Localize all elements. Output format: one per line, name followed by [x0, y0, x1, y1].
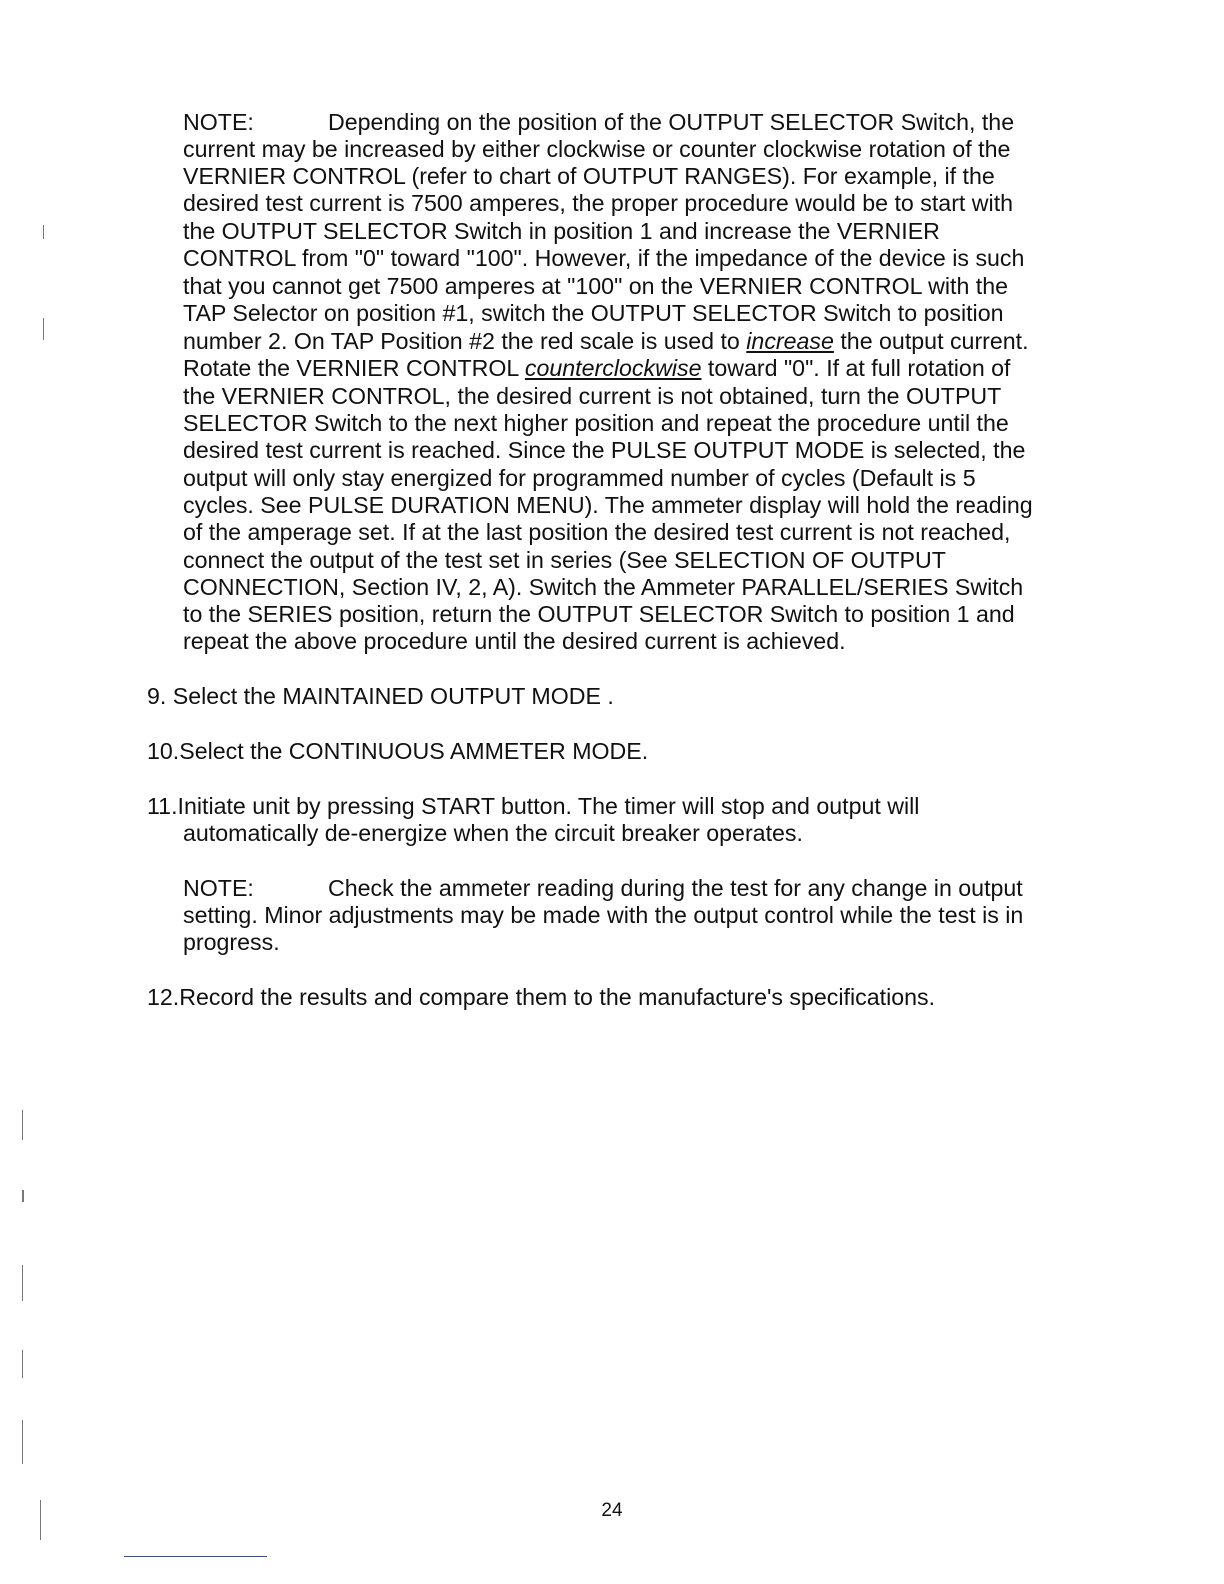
note1-line-17: connect the output of the test set in series (See SELECTION OF OUTPUT: [183, 547, 946, 573]
note1-label: NOTE:: [183, 109, 254, 135]
scan-speck: [22, 1265, 23, 1301]
note1-line-4: desired test current is 7500 amperes, the proper procedure would be to start with: [183, 190, 1014, 216]
scan-speck: [43, 225, 44, 239]
note1-line-1: NOTE: Depending on the position of the OUTPUT SELECTOR Switch, the: [183, 109, 1015, 135]
scan-speck: [22, 1110, 23, 1140]
scan-speck: [22, 1420, 23, 1464]
step-11-line-2: automatically de-energize when the circuit breaker operates.: [183, 820, 803, 846]
note1-line-8: TAP Selector on position #1, switch the OUTPUT SELECTOR Switch to position: [183, 300, 1004, 326]
note1-line-13: desired test current is reached. Since the PULSE OUTPUT MODE is selected, the: [183, 437, 1026, 463]
note1-line-16: of the amperage set. If at the last position the desired test current is not reached,: [183, 519, 1011, 545]
note1-line-19: to the SERIES position, return the OUTPUT SELECTOR Switch to position 1 and: [183, 601, 1015, 627]
scan-speck: [40, 1500, 41, 1540]
scan-speck: [22, 1350, 23, 1378]
step-12: 12.Record the results and compare them to the manufacture's specifications.: [147, 984, 936, 1010]
emphasis-increase: increase: [746, 328, 834, 354]
note1-line-7: that you cannot get 7500 amperes at "100" on the VERNIER CONTROL with the: [183, 273, 1009, 299]
step-11-line-1: 11.Initiate unit by pressing START button. The timer will stop and output will: [147, 793, 920, 819]
note1-line-15: cycles. See PULSE DURATION MENU). The ammeter display will hold the reading: [183, 492, 1033, 518]
note2-line-2: setting. Minor adjustments may be made with the output control while the test is in: [183, 902, 1024, 928]
emphasis-counterclockwise: counterclockwise: [524, 355, 702, 381]
page-number: 24: [601, 1500, 623, 1521]
note1-line-5: the OUTPUT SELECTOR Switch in position 1 and increase the VERNIER: [183, 218, 940, 244]
note1-line-9: number 2. On TAP Position #2 the red scale is used to increase the output current.: [183, 328, 1029, 354]
note1-line-18: CONNECTION, Section IV, 2, A). Switch the Ammeter PARALLEL/SERIES Switch: [183, 574, 1024, 600]
note1-line-6: CONTROL from "0" toward "100". However, if the impedance of the device is such: [183, 245, 1025, 271]
note2-line-1: NOTE: Check the ammeter reading during the test for any change in output: [183, 875, 1023, 901]
note1-line-3: VERNIER CONTROL (refer to chart of OUTPUT RANGES). For example, if the: [183, 163, 995, 189]
note2-line-3: progress.: [183, 929, 280, 955]
note1-line-10: Rotate the VERNIER CONTROL counterclockwise toward "0". If at full rotation of: [183, 355, 1011, 381]
scan-speck: [43, 318, 44, 340]
step-10: 10.Select the CONTINUOUS AMMETER MODE.: [147, 738, 649, 764]
scan-speck: [22, 1190, 24, 1202]
note2-label: NOTE:: [183, 875, 254, 901]
note1-line-11: the VERNIER CONTROL, the desired current is not obtained, turn the OUTPUT: [183, 383, 1002, 409]
note1-line-14: output will only stay energized for programmed number of cycles (Default is 5: [183, 465, 976, 491]
note1-line-20: repeat the above procedure until the desired current is achieved.: [183, 628, 846, 654]
note1-line-2: current may be increased by either clockwise or counter clockwise rotation of the: [183, 136, 1011, 162]
note1-line-12: SELECTOR Switch to the next higher position and repeat the procedure until the: [183, 410, 1009, 436]
footer-rule: [124, 1556, 267, 1557]
step-9: 9. Select the MAINTAINED OUTPUT MODE .: [147, 683, 614, 709]
